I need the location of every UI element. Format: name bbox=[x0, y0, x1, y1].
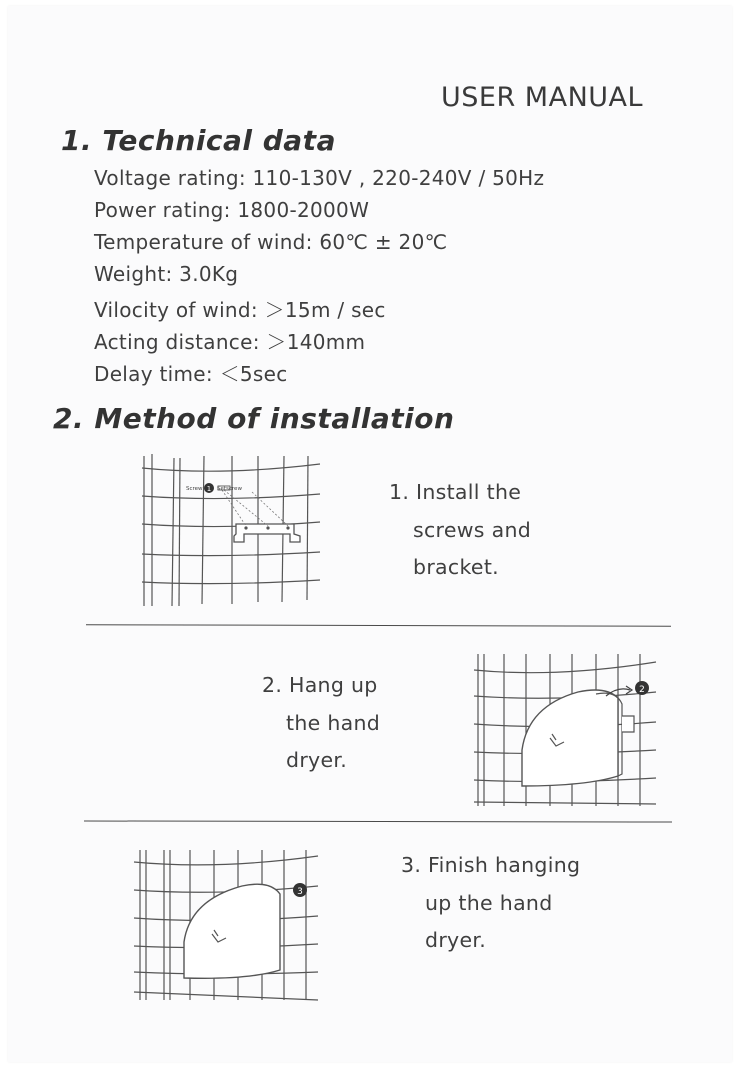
hand-dryer-icon bbox=[522, 686, 634, 786]
step-2-line-2: the hand bbox=[286, 710, 381, 735]
spec-wind-velocity: Vilocity of wind: ＞15m / sec bbox=[94, 298, 386, 322]
step-3-line-2: up the hand bbox=[425, 890, 553, 915]
figure-label-step-3: 3 bbox=[297, 887, 303, 897]
spec-temperature: Temperature of wind: 60℃ ± 20℃ bbox=[94, 230, 448, 254]
step-1-line-2: screws and bbox=[413, 517, 532, 542]
step-2-line-1: 2. Hang up bbox=[262, 673, 378, 697]
spec-acting-distance: Acting distance: ＞140mm bbox=[94, 330, 366, 354]
step-2-line-3: dryer. bbox=[286, 748, 348, 772]
figure-hang-dryer bbox=[466, 646, 666, 811]
divider-1 bbox=[86, 624, 671, 627]
step-3-text bbox=[401, 847, 580, 960]
step-1-line-3: bracket. bbox=[413, 555, 499, 579]
section-heading-installation: 2. Method of installation bbox=[53, 402, 455, 435]
spec-delay-time: Delay time: ＜5sec bbox=[94, 362, 288, 386]
section-heading-technical-data: 1. Technical data bbox=[61, 124, 336, 157]
bracket-icon bbox=[218, 486, 300, 542]
figure-label-step-1: 1 bbox=[206, 485, 212, 493]
figure-label-screw: Screw bbox=[186, 486, 203, 492]
divider-2 bbox=[84, 820, 672, 822]
hand-dryer-icon bbox=[184, 884, 280, 978]
step-3-line-3: dryer. bbox=[425, 928, 487, 952]
manual-page bbox=[8, 6, 732, 1062]
figure-label-step-2: 2 bbox=[639, 685, 645, 695]
spec-voltage: Voltage rating: 110-130V , 220-240V / 50Hz bbox=[94, 166, 545, 190]
figure-label-setscrew: Setscrew bbox=[217, 486, 242, 492]
manual-title: USER MANUAL bbox=[441, 82, 644, 113]
step-1-line-1: 1. Install the bbox=[389, 480, 522, 504]
step-1-text bbox=[389, 474, 531, 587]
spec-weight: Weight: 3.0Kg bbox=[94, 262, 239, 286]
figure-install-bracket bbox=[132, 446, 332, 611]
spec-power: Power rating: 1800-2000W bbox=[94, 198, 370, 222]
step-3-line-1: 3. Finish hanging bbox=[401, 853, 581, 877]
figure-finished-dryer bbox=[128, 842, 328, 1007]
step-2-text bbox=[262, 667, 380, 780]
